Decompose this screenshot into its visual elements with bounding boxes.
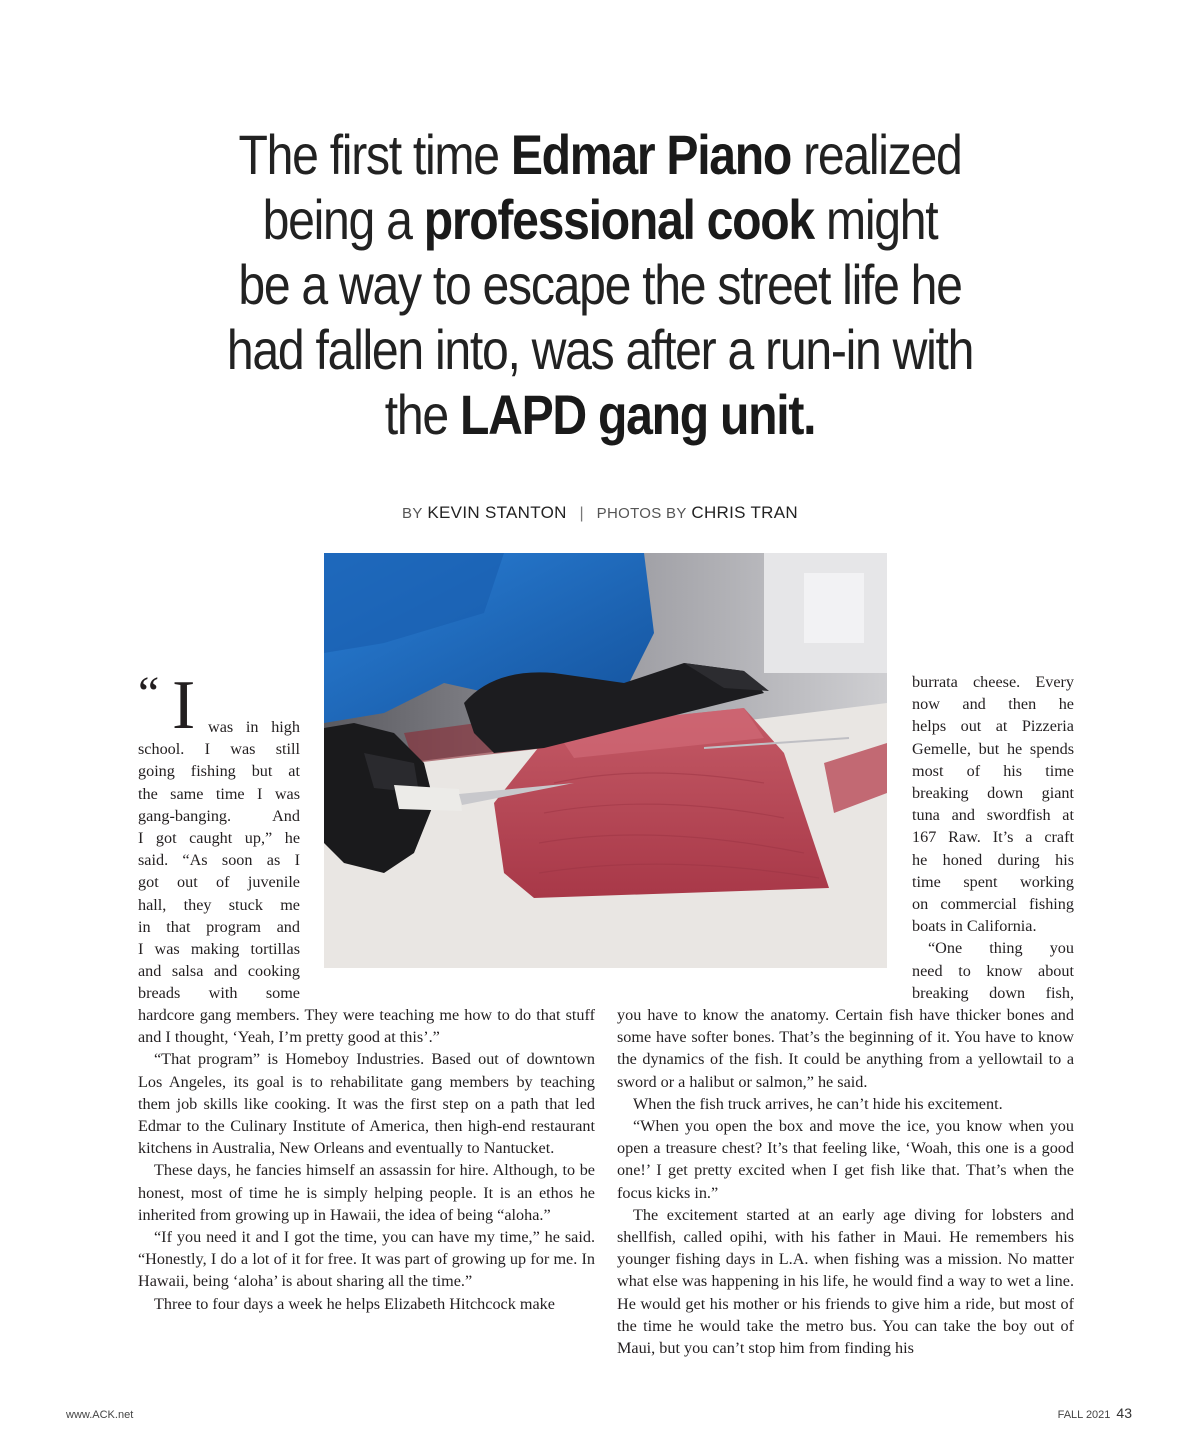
headline-emphasis: LAPD gang unit. — [459, 383, 816, 446]
text-line: now and then he — [912, 695, 1074, 714]
paragraph: Three to four days a week he helps Elizabeth Hitchcock make — [154, 1294, 555, 1313]
byline-photographer: CHRIS TRAN — [691, 503, 798, 522]
text-line: I was making tortillas — [138, 940, 300, 959]
text-line: boats in California. — [912, 917, 1037, 936]
headline-line-1 — [213, 122, 987, 187]
text-line: most of his time — [912, 761, 1074, 780]
text-line: hall, they stuck me — [138, 895, 300, 914]
headline-text: being a — [262, 188, 424, 251]
text-line: he honed during his — [912, 850, 1074, 869]
text-line: need to know about — [912, 961, 1074, 980]
text-line: going fishing but at — [138, 762, 300, 781]
text-line: gang-banging. And — [138, 806, 300, 825]
right-wide-column — [617, 1004, 1074, 1359]
text-line: I got caught up,” he — [138, 829, 300, 848]
text-line: got out of juvenile — [138, 873, 300, 892]
text-line: on commercial fishing — [912, 895, 1074, 914]
headline-text: The first time — [238, 123, 511, 186]
byline-photos-label: PHOTOS BY — [596, 505, 687, 522]
byline-separator: | — [579, 505, 584, 522]
headline-emphasis: Edmar Piano — [510, 123, 792, 186]
footer-issue-label: FALL 2021 — [1057, 1409, 1111, 1421]
paragraph: hardcore gang members. They were teaching me how to do that stuff and I thought, ‘Yeah, I’m pretty good at this’.” — [138, 1006, 595, 1047]
byline-label: BY — [402, 505, 423, 522]
paragraph: “That program” is Homeboy Industries. Based out of downtown Los Angeles, its goal is to rehabilitate gang members by teaching them job skills like cooking. It was the first step on a path that led Edmar to the Culinary Institute of America, then high-end restaurant kitchens in Australia, New Orleans and eventually to Nantucket. — [138, 1050, 595, 1158]
headline-line-3: be a way to escape the street life he — [238, 253, 962, 316]
right-narrow-column — [912, 671, 1074, 1004]
byline — [0, 503, 1200, 523]
tuna-cutting-photo — [324, 553, 887, 968]
drop-cap-quote: “ — [138, 667, 160, 720]
text-line: was in high — [208, 718, 300, 736]
headline-line-2 — [213, 187, 987, 252]
headline-text: realized — [791, 123, 962, 186]
text-line: breads with some — [138, 984, 300, 1003]
footer-website: www.ACK.net — [66, 1409, 134, 1421]
text-line: in that program and — [138, 917, 300, 936]
text-line: breaking down giant — [912, 784, 1074, 803]
headline-text: the — [384, 383, 460, 446]
text-line: Gemelle, but he spends — [912, 739, 1074, 758]
tuna-cutting-illustration — [324, 553, 887, 968]
page-number: 43 — [1116, 1405, 1132, 1421]
text-line: the same time I was — [138, 784, 300, 803]
paragraph: you have to know the anatomy. Certain fish have thicker bones and some have softer bones. That’s the beginning of it. You have to know the dynamics of the fish. It could be anything from a yellowtail to a sword or a halibut or salmon,” he said. — [617, 1006, 1074, 1091]
paragraph: When the fish truck arrives, he can’t hide his excitement. — [633, 1094, 1003, 1113]
text-line: breaking down fish, — [912, 983, 1074, 1002]
text-line: “One thing you — [928, 939, 1074, 958]
headline — [213, 122, 987, 447]
text-line: tuna and swordfish at — [912, 806, 1074, 825]
text-line: said. “As soon as I — [138, 851, 300, 870]
text-line: and salsa and cooking — [138, 962, 300, 981]
headline-line-5 — [213, 382, 987, 447]
byline-author: KEVIN STANTON — [427, 503, 567, 522]
headline-text: might — [813, 188, 938, 251]
footer-issue — [1058, 1405, 1132, 1421]
headline-emphasis: professional cook — [423, 188, 814, 251]
paragraph: “If you need it and I got the time, you can have my time,” he said. “Honestly, I do a lot of it for free. It was part of growing up for me. In Hawaii, being ‘aloha’ is about sharing all the time.” — [138, 1228, 595, 1291]
paragraph: These days, he fancies himself an assassin for hire. Although, to be honest, most of time he is simply helping people. It is an ethos he inherited from growing up in Hawaii, the idea of being “aloha.” — [138, 1161, 595, 1224]
drop-cap-letter: I — [172, 667, 196, 744]
text-line: helps out at Pizzeria — [912, 717, 1074, 736]
text-line: school. I was still — [138, 740, 300, 759]
headline-line-4: had fallen into, was after a run-in with — [226, 318, 974, 381]
left-narrow-column — [138, 716, 300, 1005]
paragraph: “When you open the box and move the ice, you know when you open a treasure chest? It’s that feeling like, ‘Woah, this one is a good one!’ I get pretty excited when I get fish like that. That’s when the focus kicks in.” — [617, 1117, 1074, 1202]
text-line: 167 Raw. It’s a craft — [912, 828, 1074, 847]
text-line: time spent working — [912, 872, 1074, 891]
paragraph: The excitement started at an early age diving for lobsters and shellfish, called opihi, with his father in Maui. He remembers his younger fishing days in L.A. when fishing was a mission. No matter what else was happening in his life, he would find a way to wet a line. He would get his mother or his friends to give him a ride, but most of the time he would take the metro bus. You can take the boy out of Maui, but you can’t stop him from finding his — [617, 1205, 1074, 1358]
left-wide-column — [138, 1004, 595, 1315]
text-line: burrata cheese. Every — [912, 673, 1074, 691]
